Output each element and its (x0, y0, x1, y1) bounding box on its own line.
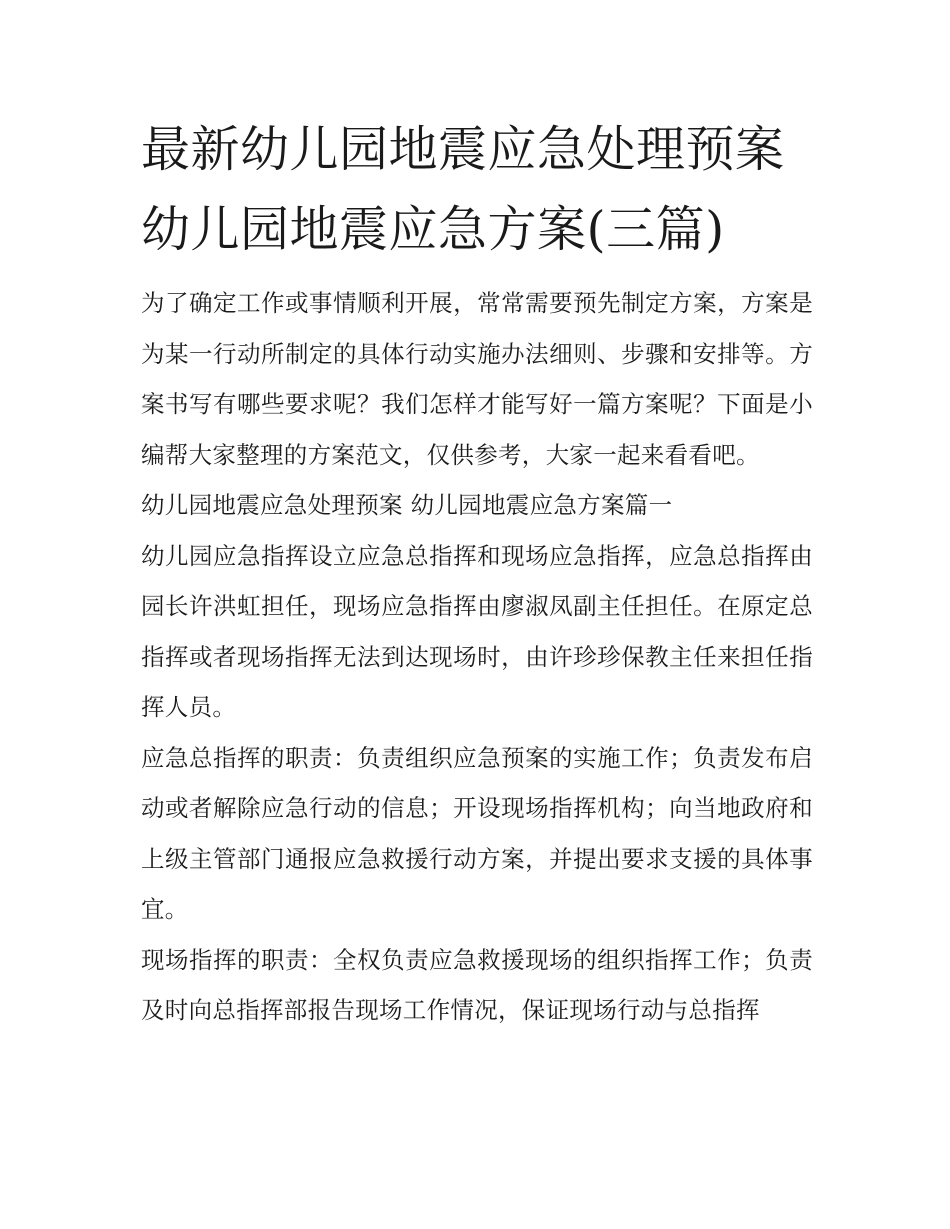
document-title: 最新幼儿园地震应急处理预案 幼儿园地震应急方案(三篇) (141, 121, 785, 258)
section-paragraph-chief-duties: 应急总指挥的职责：负责组织应急预案的实施工作；负责发布启动或者解除应急行动的信息；开设现场指挥机构；向当地政府和上级主管部门通报应急救援行动方案，并提出要求支援的具体事宜。 (141, 743, 813, 923)
intro-paragraph: 为了确定工作或事情顺利开展，常常需要预先制定方案，方案是为某一行动所制定的具体行动实施办法细则、步骤和安排等。方案书写有哪些要求呢？我们怎样才能写好一篇方案呢？下面是小编帮大家整理的方案范文，仅供参考，大家一起来看看吧。 (141, 289, 813, 469)
document-page (141, 110, 813, 1036)
section-heading: 幼儿园地震应急处理预案 幼儿园地震应急方案篇一 (141, 491, 673, 519)
section-paragraph-field-duties: 现场指挥的职责：全权负责应急救援现场的组织指挥工作；负责及时向总指挥部报告现场工作情况，保证现场行动与总指挥 (141, 945, 813, 1024)
section-paragraph-command: 幼儿园应急指挥设立应急总指挥和现场应急指挥，应急总指挥由园长许洪虹担任，现场应急指挥由廖淑凤副主任担任。在原定总指挥或者现场指挥无法到达现场时，由许珍珍保教主任来担任指挥人员。 (141, 541, 813, 721)
